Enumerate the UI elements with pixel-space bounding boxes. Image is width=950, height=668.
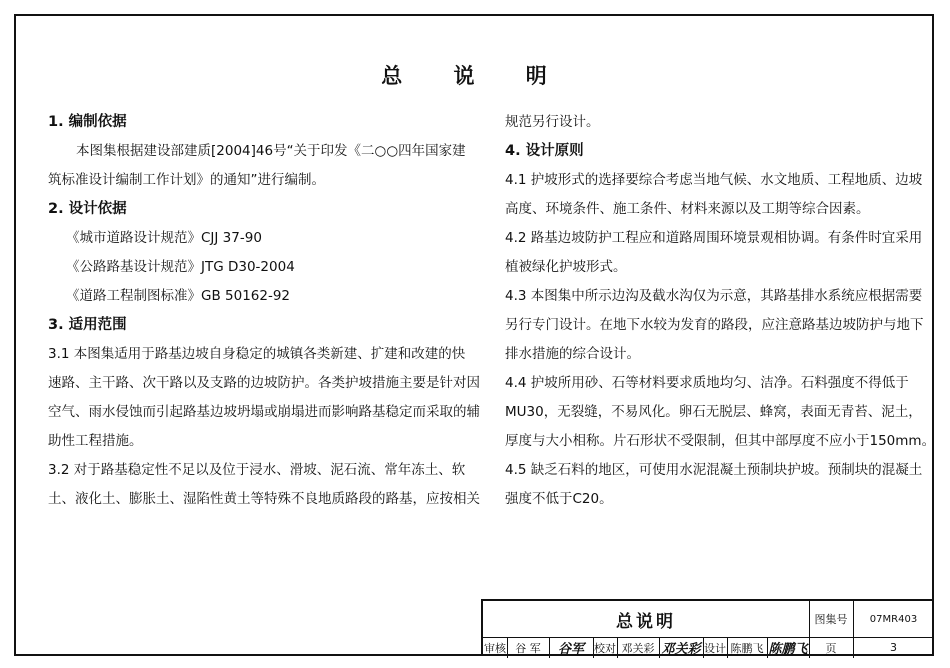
title-block	[481, 599, 934, 656]
title-block-divider	[809, 601, 810, 658]
text-line: 助性工程措施。	[48, 433, 143, 449]
page-title: 总 说 明	[381, 64, 569, 88]
title-block-divider	[593, 637, 594, 658]
text-line: 《道路工程制图标准》GB 50162-92	[66, 288, 291, 304]
title-block-divider	[727, 637, 728, 658]
text-line: 高度、环境条件、施工条件、材料来源以及工期等综合因素。	[505, 201, 870, 217]
title-block-divider	[507, 637, 508, 658]
review-signature: 谷军	[557, 642, 584, 657]
review-label: 审核	[484, 641, 506, 655]
section-heading: 1. 编制依据	[48, 114, 127, 130]
design-name: 陈鹏飞	[730, 641, 764, 655]
check-name: 邓关彩	[621, 641, 655, 655]
text-line: 植被绿化护坡形式。	[505, 259, 627, 275]
title-block-divider	[617, 637, 618, 658]
title-block-divider	[549, 637, 550, 658]
text-line: 《城市道路设计规范》CJJ 37-90	[66, 230, 262, 246]
text-line: 排水措施的综合设计。	[505, 346, 640, 362]
text-line: 本图集根据建设部建质[2004]46号“关于印发《二○○四年国家建	[76, 143, 466, 159]
section-heading: 2. 设计依据	[48, 201, 127, 217]
text-line: 厚度与大小相称。片石形状不受限制，但其中部厚度不应小于150mm。	[505, 433, 936, 449]
title-block-divider	[659, 637, 660, 658]
text-line: 4.1 护坡形式的选择要综合考虑当地气候、水文地质、工程地质、边坡	[505, 172, 923, 188]
page-label: 页	[825, 641, 837, 655]
design-label: 设计	[704, 641, 726, 655]
text-line: 4.5 缺乏石料的地区，可使用水泥混凝土预制块护坡。预制块的混凝土	[505, 462, 923, 478]
title-block-main-title: 总说明	[616, 611, 676, 632]
text-line: 另行专门设计。在地下水较为发育的路段，应注意路基边坡防护与地下	[505, 317, 924, 333]
text-line: 土、液化土、膨胀土、湿陷性黄土等特殊不良地质路段的路基，应按相关	[48, 491, 480, 507]
text-line: 3.2 对于路基稳定性不足以及位于浸水、滑坡、泥石流、常年冻土、软	[48, 462, 466, 478]
text-line: 4.3 本图集中所示边沟及截水沟仅为示意，其路基排水系统应根据需要	[505, 288, 923, 304]
title-block-divider	[767, 637, 768, 658]
title-block-divider	[853, 601, 854, 658]
text-line: 筑标准设计编制工作计划》的通知”进行编制。	[48, 172, 325, 188]
text-line: 速路、主干路、次干路以及支路的边坡防护。各类护坡措施主要是针对因	[48, 375, 480, 391]
title-block-divider	[703, 637, 704, 658]
text-line: 4.4 护坡所用砂、石等材料要求质地均匀、洁净。石料强度不得低于	[505, 375, 909, 391]
text-line: 4.2 路基边坡防护工程应和道路周围环境景观相协调。有条件时宜采用	[505, 230, 923, 246]
review-name: 谷 军	[515, 641, 541, 655]
check-label: 校对	[594, 641, 616, 655]
title-block-divider	[483, 637, 934, 638]
section-heading: 3. 适用范围	[48, 317, 127, 333]
atlas-number-value: 07MR403	[869, 613, 918, 625]
section-heading: 4. 设计原则	[505, 143, 584, 159]
right-column	[505, 108, 936, 514]
text-line: 3.1 本图集适用于路基边坡自身稳定的城镇各类新建、扩建和改建的快	[48, 346, 466, 362]
text-line: MU30，无裂缝，不易风化。卵石无脱层、蜂窝，表面无青苔、泥土，	[505, 404, 922, 420]
text-line: 强度不低于C20。	[505, 491, 613, 507]
atlas-number-label: 图集号	[814, 613, 848, 626]
text-line: 《公路路基设计规范》JTG D30-2004	[66, 259, 295, 275]
check-signature: 邓关彩	[661, 642, 701, 657]
text-line: 规范另行设计。	[505, 114, 600, 130]
design-signature: 陈鹏飞	[768, 642, 808, 657]
text-line: 空气、雨水侵蚀而引起路基边坡坍塌或崩塌进而影响路基稳定而采取的辅	[48, 404, 480, 420]
left-column	[48, 108, 480, 514]
page-number: 3	[890, 641, 897, 654]
